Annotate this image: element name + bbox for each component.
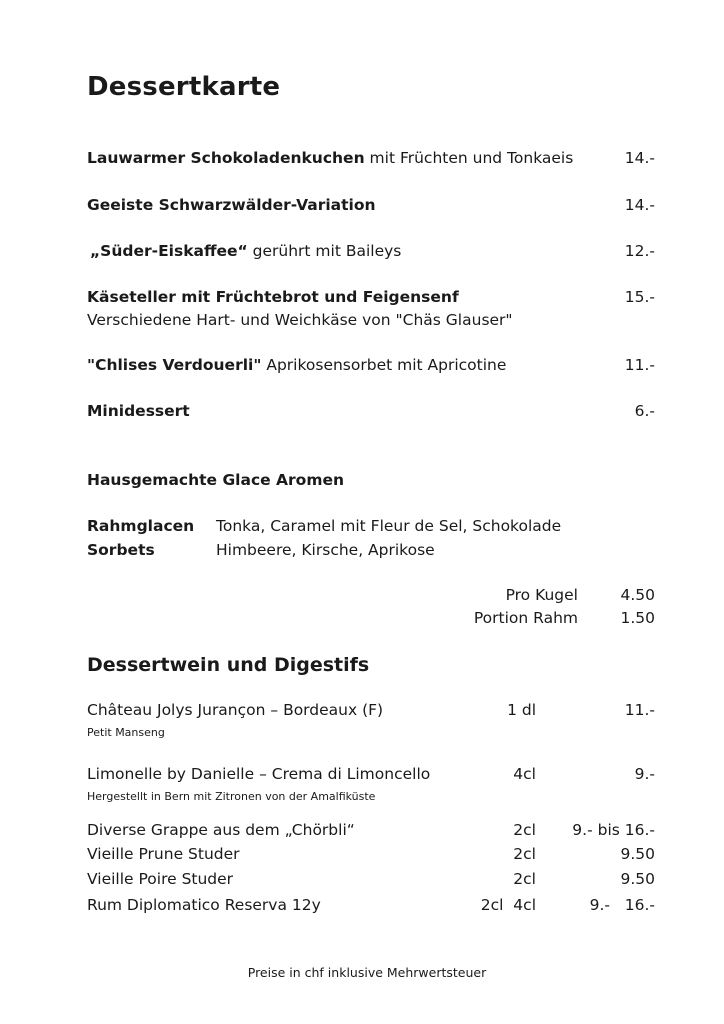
glace-heading: Hausgemachte Glace Aromen bbox=[87, 471, 345, 489]
wine-name: Vieille Poire Studer bbox=[87, 870, 234, 888]
glace-label: Sorbets bbox=[87, 541, 155, 559]
dessert-name: Käseteller mit Früchtebrot und Feigensenf bbox=[87, 288, 459, 306]
wine-note: Hergestellt in Bern mit Zitronen von der Amalfiküste bbox=[87, 790, 376, 803]
wine-qty: 2cl bbox=[513, 870, 536, 888]
wine-price: 11.- bbox=[624, 701, 655, 719]
wine-heading: Dessertwein und Digestifs bbox=[87, 654, 370, 676]
wine-name: Vieille Prune Studer bbox=[87, 845, 240, 863]
wine-qty: 2cl bbox=[513, 821, 536, 839]
wine-name: Limonelle by Danielle – Crema di Limoncello bbox=[87, 765, 431, 783]
wine-price: 9.50 bbox=[620, 870, 655, 888]
dessert-name: „Süder-Eiskaffee“ bbox=[90, 242, 248, 260]
glace-flavors: Tonka, Caramel mit Fleur de Sel, Schokolade bbox=[216, 517, 562, 535]
dessert-price: 14.- bbox=[624, 196, 655, 214]
wine-name: Diverse Grappe aus dem „Chörbli“ bbox=[87, 821, 355, 839]
wine-qty: 2cl bbox=[513, 845, 536, 863]
glace-flavors: Himbeere, Kirsche, Aprikose bbox=[216, 541, 435, 559]
glace-price: 1.50 bbox=[620, 609, 655, 627]
wine-price: 9.- bis 16.- bbox=[572, 821, 655, 839]
wine-price: 9.50 bbox=[620, 845, 655, 863]
dessert-item bbox=[90, 242, 401, 260]
wine-name: Rum Diplomatico Reserva 12y bbox=[87, 896, 321, 914]
dessert-item bbox=[87, 356, 506, 374]
dessert-price: 11.- bbox=[624, 356, 655, 374]
wine-qty: 1 dl bbox=[507, 701, 536, 719]
dessert-name: Lauwarmer Schokoladenkuchen bbox=[87, 149, 365, 167]
dessert-name: Geeiste Schwarzwälder-Variation bbox=[87, 196, 376, 214]
glace-price: 4.50 bbox=[620, 586, 655, 604]
page-title: Dessertkarte bbox=[87, 72, 281, 102]
glace-price-label: Pro Kugel bbox=[505, 586, 578, 604]
dessert-price: 6.- bbox=[634, 402, 655, 420]
wine-qty: 2cl 4cl bbox=[480, 896, 536, 914]
wine-qty: 4cl bbox=[513, 765, 536, 783]
dessert-name: "Chlises Verdouerli" bbox=[87, 356, 262, 374]
dessert-desc: gerührt mit Baileys bbox=[247, 242, 402, 260]
footer-note: Preise in chf inklusive Mehrwertsteuer bbox=[247, 965, 487, 980]
glace-price-label: Portion Rahm bbox=[473, 609, 578, 627]
dessert-item bbox=[87, 149, 573, 167]
dessert-item bbox=[87, 288, 459, 306]
glace-label: Rahmglacen bbox=[87, 517, 195, 535]
wine-name: Château Jolys Jurançon – Bordeaux (F) bbox=[87, 701, 384, 719]
wine-note: Petit Manseng bbox=[87, 726, 165, 739]
dessert-subline: Verschiedene Hart- und Weichkäse von "Chäs Glauser" bbox=[87, 311, 513, 329]
dessert-desc: mit Früchten und Tonkaeis bbox=[364, 149, 574, 167]
wine-price: 9.- 16.- bbox=[589, 896, 655, 914]
dessert-name: Minidessert bbox=[87, 402, 190, 420]
dessert-item bbox=[87, 196, 376, 214]
wine-price: 9.- bbox=[634, 765, 655, 783]
dessert-item bbox=[87, 402, 190, 420]
dessert-price: 14.- bbox=[624, 149, 655, 167]
dessert-desc: Aprikosensorbet mit Apricotine bbox=[261, 356, 507, 374]
dessert-price: 12.- bbox=[624, 242, 655, 260]
dessert-price: 15.- bbox=[624, 288, 655, 306]
